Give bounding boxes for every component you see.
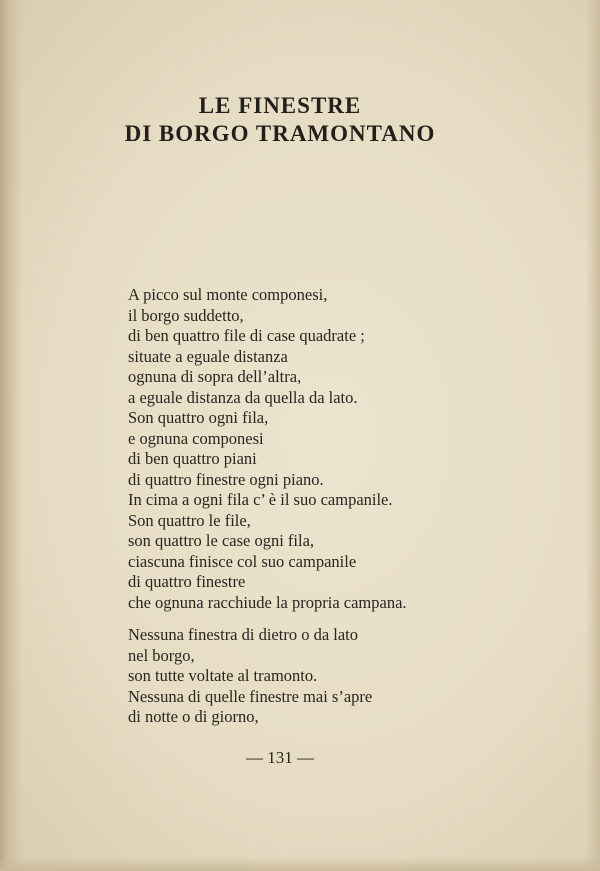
verse-line: A picco sul monte componesi, [128,285,328,304]
verse-line: ognuna di sopra dell’altra, [128,367,302,386]
verse-line: Nessuna di quelle finestre mai s’apre [128,686,373,706]
verse-line: e ognuna componesi [128,428,264,448]
verse-line: ciascuna finisce col suo campanile [128,551,357,571]
verse-line: nel borgo, [128,645,195,665]
verse-line: Nessuna finestra di dietro o da lato [128,625,359,644]
verse-line: il borgo suddetto, [128,305,244,325]
verse-line: di ben quattro file di case quadrate ; [128,326,365,345]
verse-line: a eguale distanza da quella da lato. [128,387,358,407]
verse-line: di quattro finestre ogni piano. [128,469,324,489]
stanza-2 [128,625,372,728]
verse-line: di quattro finestre [128,572,246,591]
verse-line: di notte o di giorno, [128,707,259,726]
stanza-1 [128,285,407,613]
page-right-edge [586,0,600,871]
verse-line: che ognuna racchiude la propria campana. [128,592,407,612]
poem-title-line-2: DI BORGO TRAMONTANO [124,121,436,146]
verse-line: Son quattro ogni fila, [128,408,269,427]
verse-line: son quattro le case ogni fila, [128,531,315,550]
verse-line: situate a eguale distanza [128,346,288,366]
page-bottom-edge [0,857,600,871]
verse-line: di ben quattro piani [128,449,257,468]
verse-line: In cima a ogni fila c’ è il suo campanile. [128,490,393,509]
verse-line: son tutte voltate al tramonto. [128,666,318,685]
verse-line: Son quattro le file, [128,510,251,530]
page-number: — 131 — [246,748,314,767]
poem-title-line-1: LE FINESTRE [198,93,362,118]
